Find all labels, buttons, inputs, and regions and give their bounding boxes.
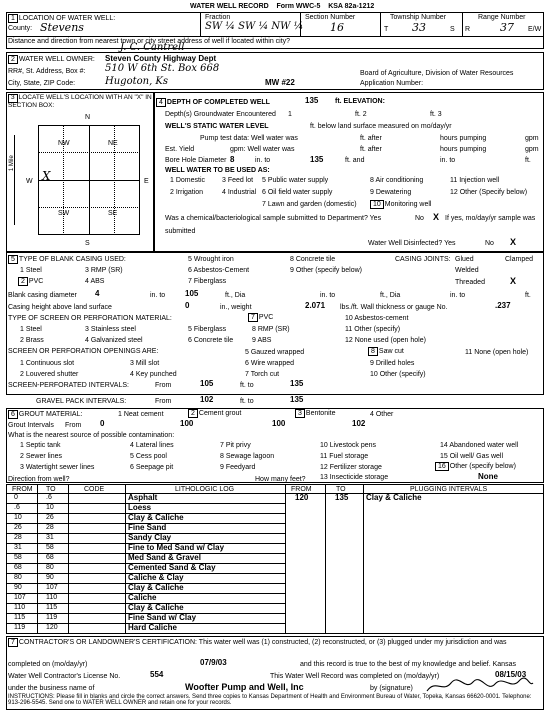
compass-e: E <box>144 178 149 185</box>
casing-9[interactable]: 9 Other (specify below) <box>290 267 362 274</box>
height-label: Casing height above land surface <box>8 304 112 311</box>
quad-sw: SW <box>58 210 70 217</box>
height-value[interactable]: 0 <box>185 301 190 310</box>
casing-7[interactable]: 7 Fiberglass <box>188 278 227 285</box>
screen-9[interactable]: 9 ABS <box>252 337 272 344</box>
openings-label: SCREEN OR PERFORATION OPENINGS ARE: <box>8 348 159 355</box>
plug-from[interactable]: 120 <box>295 493 309 502</box>
screen-12[interactable]: 12 None used (open hole) <box>345 337 426 344</box>
joints-label: CASING JOINTS: <box>395 256 451 263</box>
screen-11[interactable]: 11 Other (specify) <box>345 326 401 333</box>
height-in: in., weight <box>220 304 252 311</box>
form-title: WATER WELL RECORD Form WWC-5 KSA 82a-1212 <box>190 3 375 10</box>
disinfect-x[interactable]: X <box>510 237 517 247</box>
gw-3: ft. 3 <box>430 111 442 118</box>
dia-value[interactable]: 4 <box>95 289 100 298</box>
litho-to[interactable]: 110 <box>46 594 58 601</box>
col-log: LITHOLOGIC LOG <box>175 486 235 493</box>
bore-depth[interactable]: 135 <box>310 155 324 164</box>
use-8[interactable]: 8 Air conditioning <box>370 177 424 184</box>
litho-from[interactable]: 115 <box>14 614 26 621</box>
screen-2[interactable]: 2 Brass <box>20 337 44 344</box>
township-t: T <box>384 26 389 33</box>
plug-to[interactable]: 135 <box>335 493 349 502</box>
litho-from[interactable]: .6 <box>14 504 20 511</box>
gpi-from-label: From <box>155 398 172 405</box>
completed-label: completed on (mo/day/yr) <box>8 661 88 668</box>
dia-tail: ft., Dia <box>225 292 246 299</box>
dia-in-to2: in. to <box>320 292 336 299</box>
litho-to[interactable]: .6 <box>46 494 52 501</box>
pump-hours: hours pumping <box>440 135 487 142</box>
use-4[interactable]: 4 Industrial <box>222 189 257 196</box>
litho-log[interactable]: Caliche <box>128 593 157 602</box>
screen-label: TYPE OF SCREEN OR PERFORATION MATERIAL: <box>8 315 172 322</box>
litho-from[interactable]: 31 <box>14 544 22 551</box>
quad-se: SE <box>108 210 118 217</box>
distance-label: Distance and direction from nearest town or city street address of well if located within city? <box>8 38 291 45</box>
plug-log[interactable]: Clay & Caliche <box>366 493 422 502</box>
casing-2-selected[interactable]: 2 PVC <box>18 277 43 286</box>
litho-to[interactable]: 28 <box>46 524 54 531</box>
certification-text: 7 CONTRACTOR'S OR LANDOWNER'S CERTIFICATION: This water well was (1) constructed, (2) reconstructed, or (3) plugged under my jurisdiction and was <box>8 638 528 647</box>
opening-9[interactable]: 9 Drilled holes <box>370 360 415 367</box>
pump-after: ft. after <box>360 135 382 142</box>
joints-threaded-x[interactable]: X <box>510 276 517 286</box>
source-11[interactable]: 11 Fuel storage <box>320 453 369 460</box>
bore-to: in. to <box>255 157 271 164</box>
use-10-selected[interactable]: 10 Monitoring well <box>370 200 431 209</box>
yield-mid: gpm: Well water was <box>230 146 295 153</box>
city-label: City, State, ZIP Code: <box>8 80 76 87</box>
source-5[interactable]: 5 Cess pool <box>130 453 167 460</box>
use-3[interactable]: 3 Feed lot <box>222 177 254 184</box>
gauge-value[interactable]: .237 <box>495 301 511 310</box>
gw-2: ft. 2 <box>355 111 367 118</box>
spi-from[interactable]: 105 <box>200 379 214 388</box>
col-to: TO <box>46 486 56 493</box>
business-name[interactable]: Woofter Pump and Well, Inc <box>185 682 304 692</box>
board-label: Board of Agriculture, Division of Water Resources <box>360 70 514 77</box>
township-s: S <box>450 26 455 33</box>
use-2[interactable]: 2 Irrigation <box>170 189 204 196</box>
yield-hours: hours pumping <box>440 146 487 153</box>
opening-4[interactable]: 4 Key punched <box>130 371 177 378</box>
litho-to[interactable]: 115 <box>46 604 58 611</box>
mile-label: 1 Mile <box>8 155 15 172</box>
litho-to[interactable]: 31 <box>46 534 54 541</box>
opening-11[interactable]: 11 None (open hole) <box>465 349 529 356</box>
bore-ft: ft. <box>525 157 531 164</box>
source-15[interactable]: 15 Oil well/ Gas well <box>440 453 504 460</box>
litho-to[interactable]: 107 <box>46 584 58 591</box>
litho-log[interactable]: Asphalt <box>128 493 158 502</box>
direction-label: Direction from well? <box>8 476 70 483</box>
litho-to[interactable]: 90 <box>46 574 54 581</box>
fraction-label: Fraction <box>205 14 231 21</box>
weight-lbs: lbs./ft. Wall thickness or gauge No. <box>340 304 448 311</box>
use-5[interactable]: 5 Public water supply <box>262 177 329 184</box>
litho-from[interactable]: 26 <box>14 524 22 531</box>
township-label: Township Number <box>390 14 447 21</box>
litho-to[interactable]: 10 <box>46 504 54 511</box>
litho-from[interactable]: 0 <box>14 494 18 501</box>
casing-8[interactable]: 8 Concrete tile <box>290 256 336 263</box>
static-tail: ft. below land surface measured on mo/day/yr <box>310 123 452 130</box>
litho-from[interactable]: 90 <box>14 584 22 591</box>
county-label: County: <box>8 25 33 32</box>
section-number-value[interactable]: 16 <box>330 21 344 34</box>
well-mark-x: X <box>42 169 51 183</box>
yield-after: ft. after <box>360 146 382 153</box>
bore-in-to: in. to <box>440 157 456 164</box>
source-12[interactable]: 12 Fertilizer storage <box>320 464 382 471</box>
pump-gpm: gpm <box>525 135 539 142</box>
distance-value[interactable]: J. C. Cantrell <box>120 42 185 53</box>
source-6[interactable]: 6 Seepage pit <box>130 464 174 471</box>
section-2-label: 2 WATER WELL OWNER: <box>8 55 95 64</box>
screen-4[interactable]: 4 Galvanized steel <box>85 337 143 344</box>
litho-from[interactable]: 107 <box>14 594 26 601</box>
source-14[interactable]: 14 Abandoned water well <box>440 442 519 449</box>
screen-3[interactable]: 3 Stainless steel <box>85 326 136 333</box>
county-value[interactable]: Stevens <box>40 21 84 34</box>
bact-no: No <box>415 215 424 222</box>
spi-to-label: ft. to <box>240 382 254 389</box>
litho-log[interactable]: Cemented Sand & Clay <box>128 563 216 572</box>
dia-ft: ft. <box>525 292 531 299</box>
litho-from[interactable]: 10 <box>14 514 22 521</box>
casing-1[interactable]: 1 Steel <box>20 267 42 274</box>
dia-to[interactable]: 105 <box>185 289 199 298</box>
litho-to[interactable]: 120 <box>46 624 58 631</box>
gpi-from[interactable]: 102 <box>200 395 214 404</box>
range-value[interactable]: 37 <box>500 21 514 34</box>
opening-8-selected[interactable]: 8 Saw cut <box>368 347 404 356</box>
source-label: What is the nearest source of possible contamination: <box>8 432 175 439</box>
source-10[interactable]: 10 Livestock pens <box>320 442 377 449</box>
litho-log[interactable]: Fine Sand w/ Clay <box>128 613 197 622</box>
col-code: CODE <box>84 486 105 493</box>
source-9[interactable]: 9 Feedyard <box>220 464 256 471</box>
compass-w: W <box>26 178 33 185</box>
bact-tail: If yes, mo/day/yr sample was <box>445 215 536 222</box>
fraction-value[interactable]: SW ¼ SW ¼ NW ¼ <box>205 21 304 32</box>
litho-from[interactable]: 68 <box>14 564 22 571</box>
casing-3[interactable]: 3 RMP (SR) <box>85 267 123 274</box>
litho-to[interactable]: 58 <box>46 544 54 551</box>
gpi-label: GRAVEL PACK INTERVALS: <box>36 398 127 405</box>
quad-nw: NW <box>58 140 70 147</box>
grout-4[interactable]: 4 Other <box>370 411 394 418</box>
opening-6[interactable]: 6 Wire wrapped <box>245 360 295 367</box>
litho-log[interactable]: Fine Sand <box>128 523 167 532</box>
range-ew: E/W <box>528 26 542 33</box>
litho-to[interactable]: 68 <box>46 554 54 561</box>
opening-10[interactable]: 10 Other (specify) <box>370 371 426 378</box>
source-3[interactable]: 3 Watertight sewer lines <box>20 464 95 471</box>
business-label: under the business name of <box>8 685 95 692</box>
township-value[interactable]: 33 <box>412 21 426 34</box>
litho-log[interactable]: Sandy Clay <box>128 533 172 542</box>
disinfect-no: No <box>485 240 494 247</box>
grout-label: 6 GROUT MATERIAL: <box>8 410 82 419</box>
screen-1[interactable]: 1 Steel <box>20 326 42 333</box>
license-label: Water Well Contractor's License No. <box>8 673 121 680</box>
completed-tail: and this record is true to the best of my knowledge and belief. Kansas <box>300 661 516 668</box>
license-value[interactable]: 554 <box>150 670 164 679</box>
range-r: R <box>465 26 471 33</box>
litho-from[interactable]: 58 <box>14 554 22 561</box>
source-none[interactable]: None <box>478 472 498 481</box>
record-date[interactable]: 08/15/03 <box>495 670 527 679</box>
grout-from1-label: From <box>65 422 82 429</box>
litho-log[interactable]: Clay & Caliche <box>128 603 184 612</box>
screen-7-selected[interactable]: 7 PVC <box>248 313 273 322</box>
table-row <box>6 633 285 634</box>
city-value[interactable]: Hugoton, Ks <box>105 76 169 87</box>
litho-to[interactable]: 119 <box>46 614 58 621</box>
source-16-selected[interactable]: 16 Other (specify below) <box>435 462 516 471</box>
litho-log[interactable]: Clay & Caliche <box>128 513 184 522</box>
address-label: RR#, St. Address, Box #: <box>8 68 86 75</box>
col-to2: TO <box>336 486 346 493</box>
litho-to[interactable]: 26 <box>46 514 54 521</box>
gw-1: 1 <box>288 111 292 118</box>
depth-label: 4 DEPTH OF COMPLETED WELL <box>156 98 270 107</box>
litho-table <box>6 484 544 634</box>
dia-in-to3: in. to <box>450 292 466 299</box>
screen-5[interactable]: 5 Fiberglass <box>188 326 227 333</box>
section-3-label: 3 LOCATE WELL'S LOCATION WITH AN "X" IN SECTION BOX: <box>8 94 152 109</box>
source-2[interactable]: 2 Sewer lines <box>20 453 63 460</box>
bore-and: ft. and <box>345 157 365 164</box>
use-12[interactable]: 12 Other (Specify below) <box>450 189 528 196</box>
bore-label: Bore Hole Diameter <box>165 157 227 164</box>
spi-label: SCREEN-PERFORATED INTERVALS: <box>8 382 129 389</box>
quad-ne: NE <box>108 140 118 147</box>
litho-log[interactable]: Clay & Caliche <box>128 583 184 592</box>
bact-label: Was a chemical/bacteriological sample submitted to Department? Yes <box>165 215 382 222</box>
opening-2[interactable]: 2 Louvered shutter <box>20 371 79 378</box>
opening-5[interactable]: 5 Gauzed wrapped <box>245 349 305 356</box>
dia-in-to: in. to <box>150 292 166 299</box>
source-1[interactable]: 1 Septic tank <box>20 442 61 449</box>
source-4[interactable]: 4 Lateral lines <box>130 442 174 449</box>
gpi-to[interactable]: 135 <box>290 395 304 404</box>
gpi-to-label: ft. to <box>240 398 254 405</box>
instructions-text: INSTRUCTIONS: Please fill in blanks and circle the correct answers. Send three copies to Kansas Department of Health and Environment Bureau of Water, Topeka, Kansas 66620-0001. Telephone: 913-296-5545. Send one to WATER WELL OWNER and retain one for your records. <box>8 694 532 707</box>
joints-welded[interactable]: Welded <box>455 267 479 274</box>
mw-label: MW #22 <box>265 78 295 87</box>
casing-6[interactable]: 6 Asbestos-Cement <box>188 267 250 274</box>
litho-log[interactable]: Hard Caliche <box>128 623 177 632</box>
bore-value[interactable]: 8 <box>230 155 235 164</box>
static-label: WELL'S STATIC WATER LEVEL <box>165 123 269 130</box>
use-1[interactable]: 1 Domestic <box>170 177 206 184</box>
use-6[interactable]: 6 Oil field water supply <box>262 189 333 196</box>
range-label: Range Number <box>478 14 526 21</box>
litho-log[interactable]: Caliche & Clay <box>128 573 184 582</box>
casing-4[interactable]: 4 ABS <box>85 278 105 285</box>
compass-n: N <box>85 114 91 121</box>
use-11[interactable]: 11 Injection well <box>450 177 500 184</box>
howmany-label: How many feet? <box>255 476 306 483</box>
source-13[interactable]: 13 Insecticide storage <box>320 474 389 481</box>
disinfect-label: Water Well Disinfected? Yes <box>368 240 456 247</box>
grout-1[interactable]: 1 Neat cement <box>118 411 164 418</box>
grout-to2[interactable]: 102 <box>352 419 366 428</box>
pump-label: Pump test data: Well water was <box>200 135 298 142</box>
section-1-label: 1 LOCATION OF WATER WELL: <box>8 14 115 23</box>
spi-from-label: From <box>155 382 172 389</box>
gw-label: Depth(s) Groundwater Encountered <box>165 111 276 118</box>
col-plug: PLUGGING INTERVALS <box>410 486 488 493</box>
grout-intervals-label: Grout Intervals <box>8 422 54 429</box>
grout-from1[interactable]: 0 <box>100 419 105 428</box>
screen-10[interactable]: 10 Asbestos-cement <box>345 315 409 322</box>
use-label: WELL WATER TO BE USED AS: <box>165 167 270 174</box>
use-7[interactable]: 7 Lawn and garden (domestic) <box>262 201 357 208</box>
grout-2-selected[interactable]: 2 Cement grout <box>188 409 241 418</box>
address-value[interactable]: 510 W 6th St. Box 668 <box>105 63 220 74</box>
casing-5[interactable]: 5 Wrought iron <box>188 256 234 263</box>
opening-7[interactable]: 7 Torch cut <box>245 371 280 378</box>
litho-from[interactable]: 110 <box>14 604 26 611</box>
dia-ft-dia: ft., Dia <box>380 292 401 299</box>
yield-label: Est. Yield <box>165 146 195 153</box>
weight-value[interactable]: 2.071 <box>305 301 326 310</box>
section-number-label: Section Number <box>305 14 356 21</box>
source-8[interactable]: 8 Sewage lagoon <box>220 453 275 460</box>
col-from: FROM <box>12 486 33 493</box>
compass-s: S <box>85 240 90 247</box>
yield-gpm: gpm <box>525 146 539 153</box>
joints-clamped[interactable]: Clamped <box>505 256 534 263</box>
litho-log[interactable]: Med Sand & Gravel <box>128 553 201 562</box>
completed-date[interactable]: 07/9/03 <box>200 658 227 667</box>
depth-value[interactable]: 135 <box>305 96 319 105</box>
use-9[interactable]: 9 Dewatering <box>370 189 412 196</box>
litho-to[interactable]: 80 <box>46 564 54 571</box>
grout-3-selected[interactable]: 3 Bentonite <box>295 409 336 418</box>
joints-threaded[interactable]: Threaded <box>455 279 485 286</box>
grout-from2[interactable]: 100 <box>272 419 286 428</box>
litho-from[interactable]: 119 <box>14 624 26 631</box>
submitted-label: submitted <box>165 228 196 235</box>
casing-label: 5 TYPE OF BLANK CASING USED: <box>8 255 126 264</box>
opening-3[interactable]: 3 Mill slot <box>130 360 160 367</box>
grout-to1[interactable]: 100 <box>180 419 194 428</box>
litho-log[interactable]: Fine to Med Sand w/ Clay <box>128 543 225 552</box>
spi-to[interactable]: 135 <box>290 379 304 388</box>
signature-label: by (signature) <box>370 685 413 692</box>
owner-value[interactable]: Steven County Highway Dept <box>105 54 217 63</box>
screen-6[interactable]: 6 Concrete tile <box>188 337 234 344</box>
record-label: This Water Well Record was completed on (mo/day/yr) <box>270 673 440 680</box>
litho-log[interactable]: Loess <box>128 503 152 512</box>
litho-from[interactable]: 80 <box>14 574 22 581</box>
application-label: Application Number: <box>360 80 424 87</box>
source-7[interactable]: 7 Pit privy <box>220 442 251 449</box>
dia-label: Blank casing diameter <box>8 292 77 299</box>
elevation-label: ft. ELEVATION: <box>335 98 385 105</box>
col-from2: FROM <box>291 486 312 493</box>
joints-glued[interactable]: Glued <box>455 256 474 263</box>
litho-from[interactable]: 28 <box>14 534 22 541</box>
bact-x[interactable]: X <box>433 212 440 222</box>
screen-8[interactable]: 8 RMP (SR) <box>252 326 290 333</box>
opening-1[interactable]: 1 Continuous slot <box>20 360 75 367</box>
